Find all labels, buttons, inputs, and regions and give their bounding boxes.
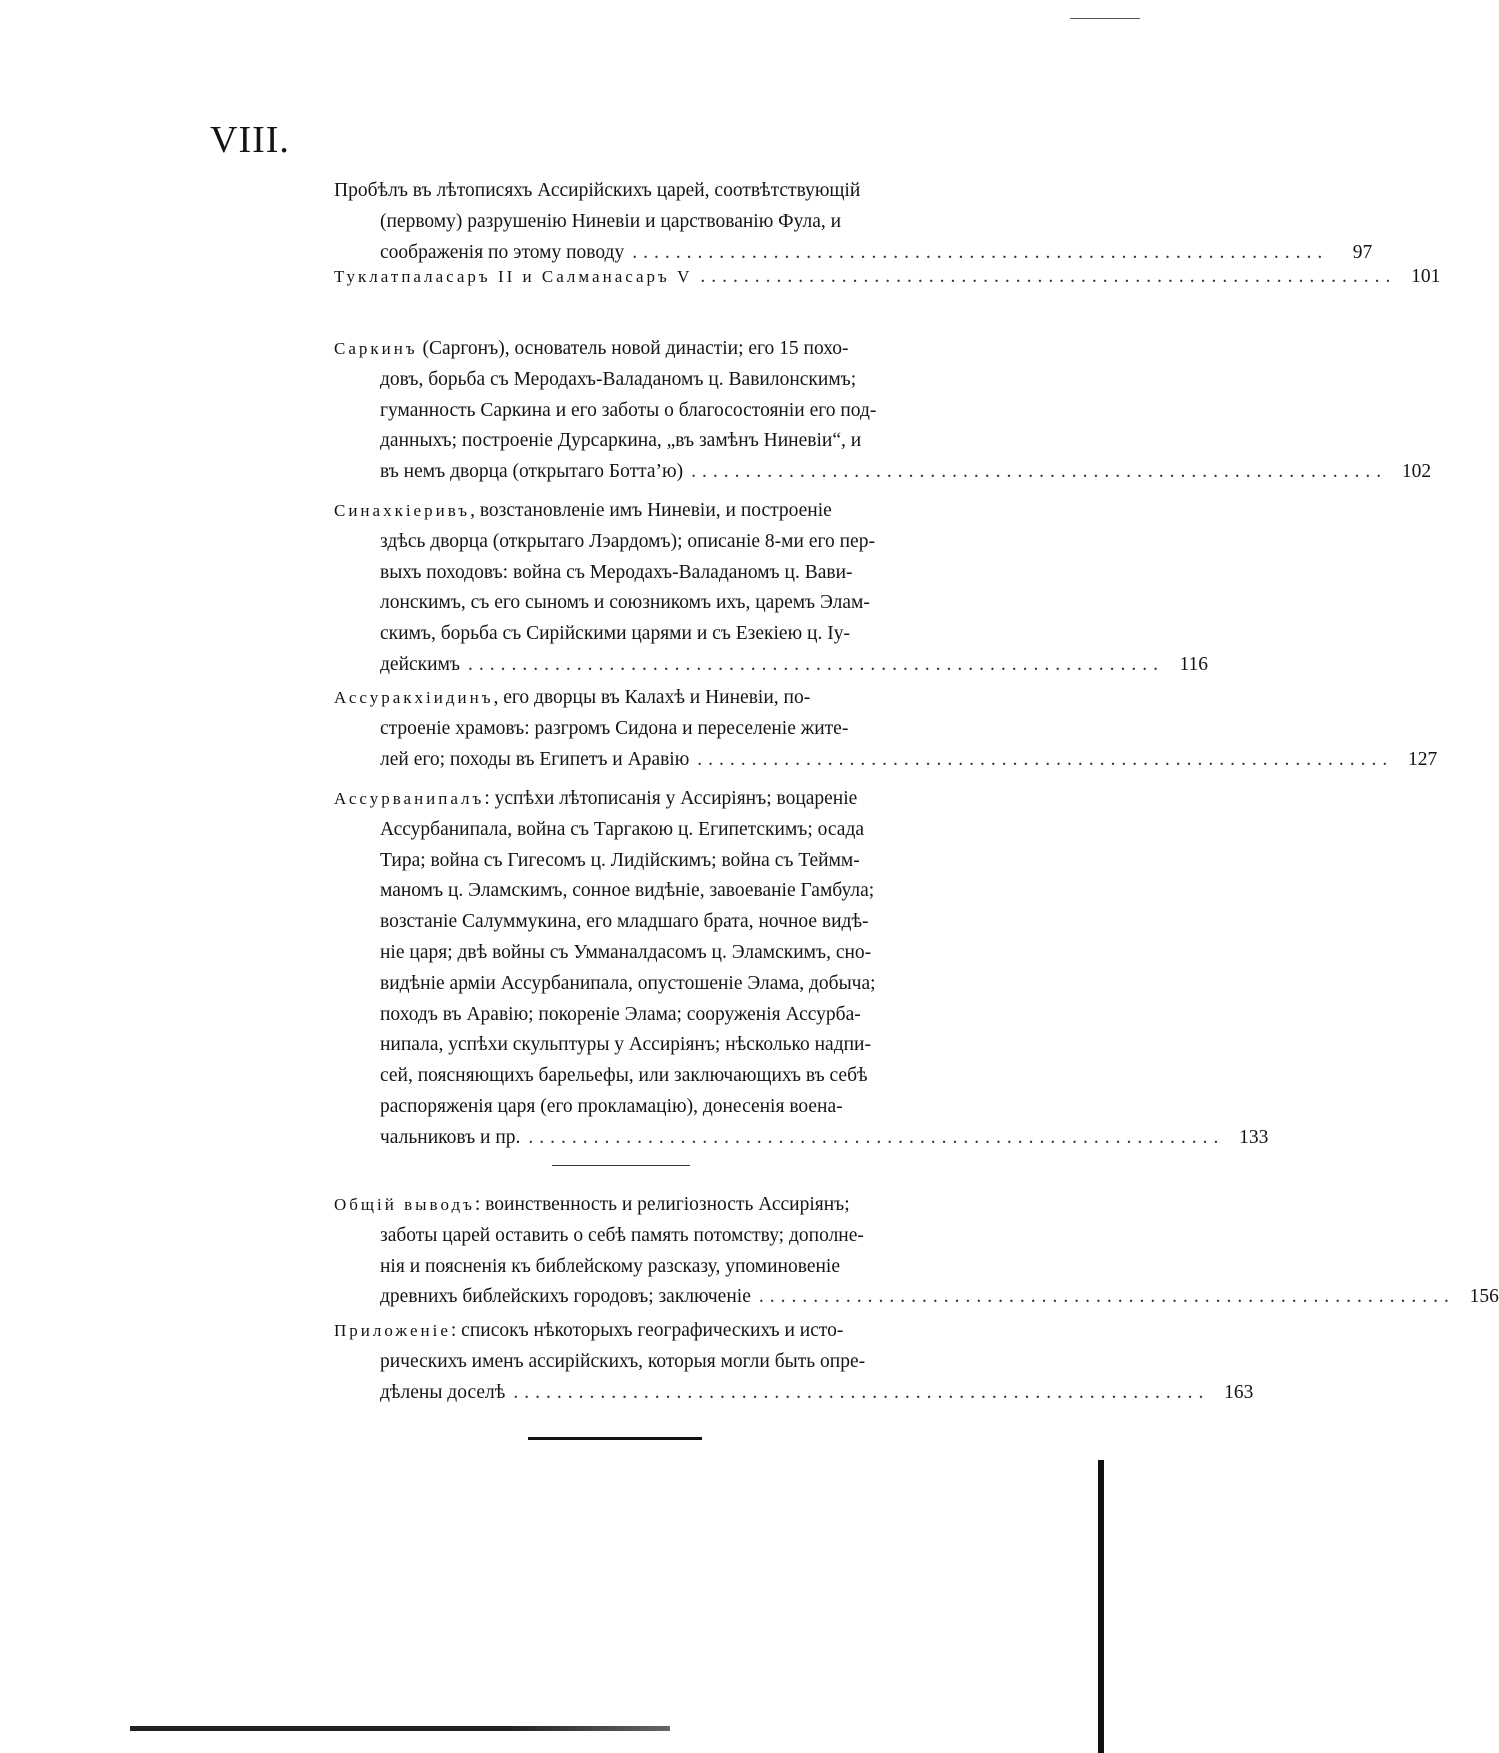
toc-entry-line: данныхъ; построеніе Дурсаркина, „въ замѣнъ Ниневіи“, и	[380, 430, 862, 452]
toc-entry-last-line	[334, 650, 1208, 681]
toc-entry	[334, 334, 1432, 488]
toc-entry-text: чальниковъ и пр.	[380, 1126, 521, 1148]
toc-entry-line: (первому) разрушенію Ниневіи и царствованію Фула, и	[380, 210, 842, 232]
toc-entry-text: дѣлены доселѣ	[380, 1381, 506, 1403]
toc-entry-line: маномъ ц. Эламскимъ, сонное видѣніе, завоеваніе Гамбула;	[380, 880, 875, 902]
toc-entry-line: Тира; война съ Гигесомъ ц. Лидійскимъ; война съ Теймм-	[380, 849, 860, 871]
toc-entry-line: распоряженія царя (его прокламацію), донесенія воена-	[380, 1095, 843, 1117]
toc-entry-text: древнихъ библейскихъ городовъ; заключеніе	[380, 1286, 751, 1308]
toc-entry-heading: Общій выводъ	[334, 1195, 475, 1214]
toc-page-ref: 102	[1401, 461, 1432, 483]
toc-page-ref: 116	[1179, 653, 1208, 675]
toc-entry-line: Ассурбанипала, война съ Таргакою ц. Египетскимъ; осада	[380, 818, 865, 840]
toc-page-ref: 97	[1352, 241, 1373, 263]
toc-page-ref: 101	[1411, 266, 1441, 287]
toc-page-ref: 127	[1408, 748, 1438, 770]
toc-entry-last-line	[334, 262, 1441, 293]
toc-entry-line: выхъ походовъ: война съ Меродахъ-Валаданомъ ц. Вави-	[380, 561, 853, 583]
toc-entry-line: довъ, борьба съ Меродахъ-Валаданомъ ц. Вавилонскимъ;	[380, 368, 857, 390]
toc-entry-last-line	[334, 457, 1432, 488]
dot-leader: ................................................................	[468, 653, 1164, 675]
toc-entry-heading: Синахкіеривъ	[334, 501, 471, 520]
toc-entry-text: (Саргонъ), основатель новой династіи; его 15 похо-	[417, 338, 849, 359]
toc-entry-last-line	[334, 745, 1438, 776]
toc-page-ref: 156	[1469, 1286, 1499, 1308]
toc-entry-line: здѣсь дворца (открытаго Лэардомъ); описаніе 8-ми его пер-	[380, 530, 875, 552]
toc-entry-text: соображенія по этому поводу	[380, 241, 625, 263]
toc-entry-line: лонскимъ, съ его сыномъ и союзникомъ ихъ, царемъ Элам-	[380, 592, 870, 614]
toc-entry-line	[334, 683, 1042, 714]
toc-entry	[334, 683, 1438, 775]
toc-page-ref: 133	[1239, 1126, 1269, 1148]
toc-entry-line: ніе царя; двѣ войны съ Умманалдасомъ ц. Эламскимъ, сно-	[380, 941, 872, 963]
dot-leader: ................................................................	[691, 461, 1388, 483]
toc-entry-last-line	[334, 1123, 1269, 1154]
dot-leader: ................................................................	[758, 1286, 1455, 1308]
toc-entry-text: , возстановленіе имъ Ниневіи, и построеніе	[470, 500, 832, 521]
toc-entry-line: нія и поясненія къ библейскому разсказу, упоминовеніе	[380, 1255, 840, 1277]
page-number: VIII.	[210, 119, 290, 161]
toc-entry-line: строеніе храмовъ: разгромъ Сидона и переселеніе жите-	[380, 717, 849, 739]
toc-entry-line: возстаніе Салуммукина, его младшаго брата, ночное видѣ-	[380, 911, 869, 933]
toc-entry-line: сей, поясняющихъ барельефы, или заключающихъ въ себѣ	[380, 1065, 868, 1087]
toc-entry	[334, 784, 1269, 1154]
scan-artifact-top	[1070, 18, 1140, 19]
toc-entry-text: : списокъ нѣкоторыхъ географическихъ и исто-	[450, 1320, 844, 1341]
scan-artifact-bottom-edge	[130, 1726, 670, 1731]
toc-entry-heading: Ассуракхіидинъ	[334, 688, 494, 707]
toc-entry-line: Пробѣлъ въ лѣтописяхъ Ассирійскихъ царей, соотвѣтствующій	[334, 180, 861, 201]
section-divider	[552, 1165, 690, 1166]
toc-entry-heading: Туклатпаласаръ II и Салманасаръ V	[334, 267, 693, 286]
toc-entry	[334, 262, 1441, 293]
toc-entry-text: лей его; походы въ Египетъ и Аравію	[380, 748, 690, 770]
dot-leader: ................................................................	[700, 266, 1397, 287]
dot-leader: ................................................................	[513, 1381, 1210, 1403]
toc-entry-text: , его дворцы въ Калахѣ и Ниневіи, по-	[493, 687, 811, 708]
toc-entry-text: : успѣхи лѣтописанія у Ассиріянъ; воцареніе	[484, 788, 858, 809]
toc-entry-last-line	[334, 1378, 1254, 1409]
toc-entry-text: въ немъ дворца (открытаго Ботта’ю)	[380, 461, 684, 483]
toc-entry-line: скимъ, борьба съ Сирійскими царями и съ Езекіею ц. Іу-	[380, 623, 850, 645]
dot-leader: ................................................................	[528, 1126, 1225, 1148]
toc-entry-line	[334, 1190, 1042, 1221]
toc-entry-line	[334, 496, 1042, 527]
toc-entry-line	[334, 784, 1042, 815]
toc-entry-text: дейскимъ	[380, 653, 460, 675]
toc-entry-line	[334, 334, 1042, 365]
toc-entry-heading: Саркинъ	[334, 339, 418, 358]
toc-entry	[334, 1316, 1254, 1408]
toc-entry-line: походъ въ Аравію; покореніе Элама; сооруженія Ассурба-	[380, 1003, 861, 1025]
toc-entry-line: нипала, успѣхи скульптуры у Ассиріянъ; нѣсколько надпи-	[380, 1034, 871, 1056]
toc-entry	[334, 176, 1373, 268]
scan-artifact-right-edge	[1098, 1460, 1104, 1753]
toc-entry-line: заботы царей оставить о себѣ память потомству; дополне-	[380, 1224, 864, 1246]
toc-entry-heading: Ассурванипалъ	[334, 789, 485, 808]
dot-leader: ................................................................	[697, 748, 1394, 770]
toc-entry	[334, 496, 1208, 681]
toc-entry-line	[334, 1316, 1042, 1347]
toc-entry-line: рическихъ именъ ассирійскихъ, которыя могли быть опре-	[380, 1350, 866, 1372]
toc-entry	[334, 1190, 1499, 1313]
toc-page-ref: 163	[1224, 1381, 1254, 1403]
dot-leader: ................................................................	[632, 241, 1329, 263]
toc-entry-text: : воинственность и религіозность Ассиріянъ;	[474, 1194, 850, 1215]
toc-entry-heading: Приложеніе	[334, 1321, 451, 1340]
toc-entry-last-line	[334, 1282, 1499, 1313]
toc-entry-line: видѣніе арміи Ассурбанипала, опустошеніе Элама, добыча;	[380, 972, 876, 994]
toc-entry-line: гуманность Саркина и его заботы о благосостояніи его под-	[380, 399, 877, 421]
end-rule	[528, 1437, 702, 1440]
